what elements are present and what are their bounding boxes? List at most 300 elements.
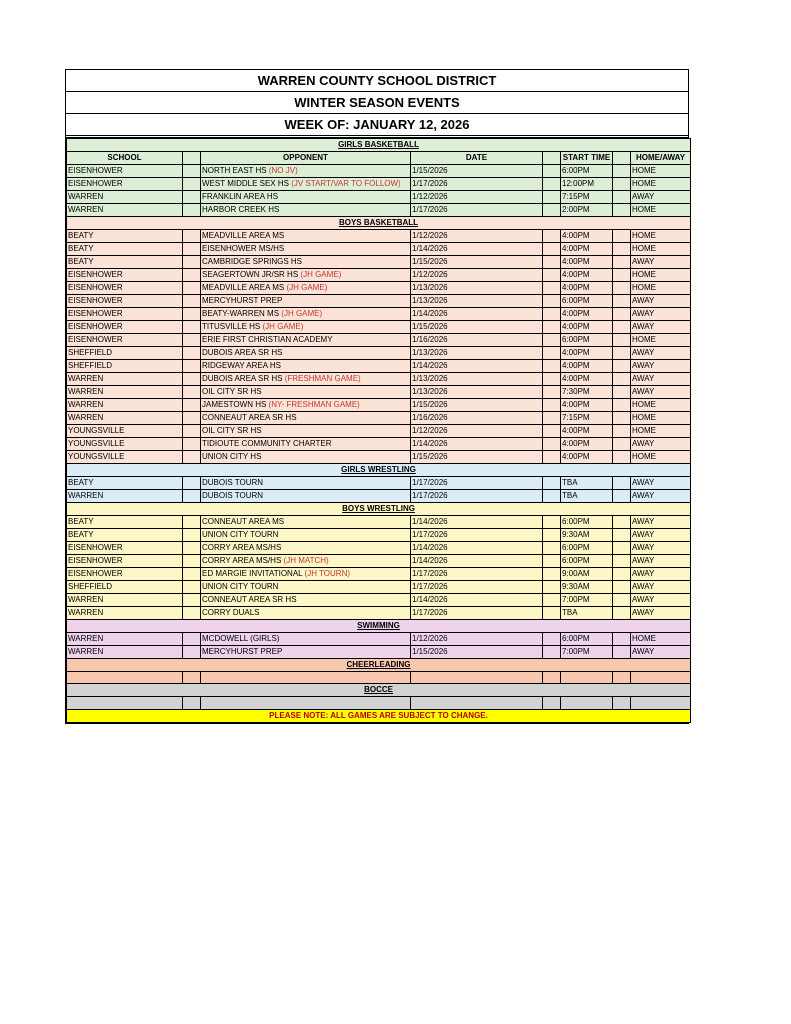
home-away-cell: HOME	[631, 165, 691, 178]
table-row	[67, 581, 691, 594]
home-away-cell: AWAY	[631, 295, 691, 308]
spacer-cell	[613, 282, 631, 295]
school-cell: EISENHOWER	[67, 308, 183, 321]
table-row	[67, 672, 691, 684]
spacer-cell	[543, 607, 561, 620]
school-cell: WARREN	[67, 399, 183, 412]
column-header-row	[67, 152, 691, 165]
section-header-row	[67, 503, 691, 516]
table-row	[67, 438, 691, 451]
spacer-cell	[543, 438, 561, 451]
table-row	[67, 165, 691, 178]
spacer-cell	[183, 243, 201, 256]
spacer-cell	[183, 581, 201, 594]
start-time-cell	[561, 672, 613, 684]
start-time-cell: 6:00PM	[561, 633, 613, 646]
opponent-cell: JAMESTOWN HS (NY- FRESHMAN GAME)	[201, 399, 411, 412]
opponent-cell: SEAGERTOWN JR/SR HS (JH GAME)	[201, 269, 411, 282]
section-header-row	[67, 139, 691, 152]
section-title: GIRLS WRESTLING	[67, 464, 691, 477]
home-away-cell	[631, 697, 691, 709]
start-time-cell	[561, 697, 613, 709]
table-row	[67, 360, 691, 373]
spacer-cell	[613, 516, 631, 529]
spacer-cell	[183, 425, 201, 438]
event-note: (JH GAME)	[262, 322, 304, 331]
start-time-cell: 6:00PM	[561, 555, 613, 568]
school-cell: WARREN	[67, 386, 183, 399]
col-gap-3	[613, 152, 631, 165]
date-cell: 1/17/2026	[411, 607, 543, 620]
home-away-cell: AWAY	[631, 308, 691, 321]
home-away-cell: HOME	[631, 451, 691, 464]
spacer-cell	[613, 697, 631, 709]
home-away-cell: AWAY	[631, 490, 691, 503]
opponent-cell: OIL CITY SR HS	[201, 425, 411, 438]
col-school: SCHOOL	[67, 152, 183, 165]
opponent-cell: CORRY DUALS	[201, 607, 411, 620]
spacer-cell	[543, 542, 561, 555]
home-away-cell: AWAY	[631, 594, 691, 607]
table-row	[67, 321, 691, 334]
table-row	[67, 204, 691, 217]
spacer-cell	[183, 256, 201, 269]
home-away-cell: HOME	[631, 412, 691, 425]
table-row	[67, 477, 691, 490]
spacer-cell	[613, 321, 631, 334]
date-cell	[411, 697, 543, 709]
spacer-cell	[543, 477, 561, 490]
table-row	[67, 347, 691, 360]
start-time-cell: 4:00PM	[561, 438, 613, 451]
opponent-cell: TITUSVILLE HS (JH GAME)	[201, 321, 411, 334]
home-away-cell: AWAY	[631, 256, 691, 269]
start-time-cell: 4:00PM	[561, 256, 613, 269]
school-cell	[67, 697, 183, 709]
date-cell: 1/17/2026	[411, 204, 543, 217]
spacer-cell	[613, 555, 631, 568]
opponent-cell: MCDOWELL (GIRLS)	[201, 633, 411, 646]
spacer-cell	[543, 373, 561, 386]
spacer-cell	[613, 165, 631, 178]
start-time-cell: 6:00PM	[561, 516, 613, 529]
spacer-cell	[543, 568, 561, 581]
opponent-cell: MERCYHURST PREP	[201, 646, 411, 659]
start-time-cell: 4:00PM	[561, 347, 613, 360]
spacer-cell	[543, 165, 561, 178]
school-cell: YOUNGSVILLE	[67, 451, 183, 464]
opponent-cell: MEADVILLE AREA MS	[201, 230, 411, 243]
col-gap-1	[183, 152, 201, 165]
date-cell: 1/15/2026	[411, 165, 543, 178]
school-cell: WARREN	[67, 373, 183, 386]
schedule-sheet	[65, 69, 689, 724]
date-cell: 1/14/2026	[411, 243, 543, 256]
spacer-cell	[613, 438, 631, 451]
spacer-cell	[543, 347, 561, 360]
date-cell: 1/17/2026	[411, 568, 543, 581]
section-header-row	[67, 464, 691, 477]
spacer-cell	[543, 230, 561, 243]
start-time-cell: TBA	[561, 477, 613, 490]
table-row	[67, 490, 691, 503]
spacer-cell	[543, 412, 561, 425]
start-time-cell: 4:00PM	[561, 243, 613, 256]
spacer-cell	[613, 256, 631, 269]
home-away-cell: AWAY	[631, 373, 691, 386]
date-cell: 1/13/2026	[411, 282, 543, 295]
date-cell: 1/14/2026	[411, 555, 543, 568]
opponent-cell: OIL CITY SR HS	[201, 386, 411, 399]
home-away-cell: AWAY	[631, 646, 691, 659]
table-row	[67, 178, 691, 191]
spacer-cell	[613, 230, 631, 243]
spacer-cell	[183, 646, 201, 659]
date-cell: 1/13/2026	[411, 386, 543, 399]
opponent-cell: CAMBRIDGE SPRINGS HS	[201, 256, 411, 269]
spacer-cell	[613, 594, 631, 607]
table-row	[67, 256, 691, 269]
table-row	[67, 386, 691, 399]
table-row	[67, 425, 691, 438]
spacer-cell	[543, 360, 561, 373]
table-row	[67, 334, 691, 347]
start-time-cell: 4:00PM	[561, 360, 613, 373]
start-time-cell: 4:00PM	[561, 321, 613, 334]
date-cell: 1/15/2026	[411, 451, 543, 464]
table-row	[67, 191, 691, 204]
spacer-cell	[183, 230, 201, 243]
spacer-cell	[613, 477, 631, 490]
school-cell: WARREN	[67, 594, 183, 607]
spacer-cell	[183, 360, 201, 373]
start-time-cell: 4:00PM	[561, 425, 613, 438]
spacer-cell	[543, 490, 561, 503]
school-cell: YOUNGSVILLE	[67, 438, 183, 451]
spacer-cell	[543, 308, 561, 321]
start-time-cell: 6:00PM	[561, 295, 613, 308]
school-cell: WARREN	[67, 204, 183, 217]
opponent-cell: HARBOR CREEK HS	[201, 204, 411, 217]
start-time-cell: 7:15PM	[561, 191, 613, 204]
col-home-away: HOME/AWAY	[631, 152, 691, 165]
date-cell: 1/12/2026	[411, 633, 543, 646]
section-header-row	[67, 659, 691, 672]
spacer-cell	[543, 581, 561, 594]
spacer-cell	[543, 386, 561, 399]
week-title: WEEK OF: JANUARY 12, 2026	[66, 114, 688, 138]
table-row	[67, 633, 691, 646]
school-cell: WARREN	[67, 633, 183, 646]
spacer-cell	[613, 529, 631, 542]
date-cell: 1/13/2026	[411, 295, 543, 308]
spacer-cell	[613, 568, 631, 581]
start-time-cell: TBA	[561, 490, 613, 503]
spacer-cell	[543, 672, 561, 684]
school-cell: EISENHOWER	[67, 282, 183, 295]
date-cell: 1/14/2026	[411, 308, 543, 321]
spacer-cell	[183, 568, 201, 581]
table-row	[67, 607, 691, 620]
home-away-cell: AWAY	[631, 516, 691, 529]
table-row	[67, 282, 691, 295]
event-note: (FRESHMAN GAME)	[284, 374, 361, 383]
date-cell: 1/16/2026	[411, 412, 543, 425]
spacer-cell	[543, 282, 561, 295]
spacer-cell	[183, 451, 201, 464]
spacer-cell	[183, 697, 201, 709]
spacer-cell	[183, 269, 201, 282]
home-away-cell: HOME	[631, 269, 691, 282]
spacer-cell	[613, 308, 631, 321]
spacer-cell	[543, 594, 561, 607]
spacer-cell	[183, 438, 201, 451]
date-cell: 1/14/2026	[411, 438, 543, 451]
start-time-cell: 7:00PM	[561, 594, 613, 607]
start-time-cell: TBA	[561, 607, 613, 620]
school-cell: EISENHOWER	[67, 295, 183, 308]
school-cell: WARREN	[67, 607, 183, 620]
school-cell: EISENHOWER	[67, 334, 183, 347]
section-title: BOCCE	[67, 684, 691, 697]
opponent-cell: NORTH EAST HS (NO JV)	[201, 165, 411, 178]
school-cell: WARREN	[67, 191, 183, 204]
date-cell: 1/17/2026	[411, 178, 543, 191]
spacer-cell	[613, 646, 631, 659]
spacer-cell	[613, 347, 631, 360]
table-row	[67, 412, 691, 425]
spacer-cell	[543, 646, 561, 659]
school-cell	[67, 672, 183, 684]
footer-row	[67, 709, 691, 722]
spacer-cell	[613, 269, 631, 282]
spacer-cell	[543, 178, 561, 191]
spacer-cell	[183, 633, 201, 646]
section-title: GIRLS BASKETBALL	[67, 139, 691, 152]
date-cell: 1/14/2026	[411, 594, 543, 607]
spacer-cell	[183, 295, 201, 308]
spacer-cell	[183, 412, 201, 425]
spacer-cell	[543, 399, 561, 412]
table-row	[67, 243, 691, 256]
start-time-cell: 2:00PM	[561, 204, 613, 217]
date-cell: 1/12/2026	[411, 191, 543, 204]
table-row	[67, 451, 691, 464]
events-table	[66, 138, 691, 723]
opponent-cell: ED MARGIE INVITATIONAL (JH TOURN)	[201, 568, 411, 581]
table-row	[67, 697, 691, 709]
spacer-cell	[543, 321, 561, 334]
home-away-cell: AWAY	[631, 477, 691, 490]
table-row	[67, 269, 691, 282]
home-away-cell: AWAY	[631, 529, 691, 542]
opponent-cell: EISENHOWER MS/HS	[201, 243, 411, 256]
section-title: CHEERLEADING	[67, 659, 691, 672]
spacer-cell	[543, 529, 561, 542]
home-away-cell: AWAY	[631, 360, 691, 373]
spacer-cell	[183, 165, 201, 178]
section-title: BOYS BASKETBALL	[67, 217, 691, 230]
section-header-row	[67, 217, 691, 230]
spacer-cell	[183, 191, 201, 204]
spacer-cell	[543, 697, 561, 709]
spacer-cell	[183, 555, 201, 568]
opponent-cell: MERCYHURST PREP	[201, 295, 411, 308]
disclaimer-note: PLEASE NOTE: ALL GAMES ARE SUBJECT TO CHANGE.	[67, 709, 691, 722]
spacer-cell	[613, 581, 631, 594]
opponent-cell: DUBOIS AREA SR HS	[201, 347, 411, 360]
opponent-cell: CORRY AREA MS/HS (JH MATCH)	[201, 555, 411, 568]
date-cell: 1/15/2026	[411, 399, 543, 412]
opponent-cell: ERIE FIRST CHRISTIAN ACADEMY	[201, 334, 411, 347]
spacer-cell	[613, 243, 631, 256]
school-cell: WARREN	[67, 490, 183, 503]
section-header-row	[67, 684, 691, 697]
spacer-cell	[613, 633, 631, 646]
opponent-cell: TIDIOUTE COMMUNITY CHARTER	[201, 438, 411, 451]
event-note: (NO JV)	[268, 166, 298, 175]
start-time-cell: 7:30PM	[561, 386, 613, 399]
spacer-cell	[543, 516, 561, 529]
spacer-cell	[183, 347, 201, 360]
spacer-cell	[613, 360, 631, 373]
spacer-cell	[613, 399, 631, 412]
spacer-cell	[613, 334, 631, 347]
opponent-cell: MEADVILLE AREA MS (JH GAME)	[201, 282, 411, 295]
home-away-cell: AWAY	[631, 438, 691, 451]
opponent-cell: FRANKLIN AREA HS	[201, 191, 411, 204]
school-cell: EISENHOWER	[67, 555, 183, 568]
school-cell: WARREN	[67, 412, 183, 425]
spacer-cell	[613, 178, 631, 191]
spacer-cell	[183, 477, 201, 490]
home-away-cell	[631, 672, 691, 684]
opponent-cell: BEATY-WARREN MS (JH GAME)	[201, 308, 411, 321]
school-cell: SHEFFIELD	[67, 360, 183, 373]
section-title: SWIMMING	[67, 620, 691, 633]
home-away-cell: HOME	[631, 243, 691, 256]
event-note: (JH GAME)	[300, 270, 342, 279]
home-away-cell: AWAY	[631, 542, 691, 555]
opponent-cell: DUBOIS AREA SR HS (FRESHMAN GAME)	[201, 373, 411, 386]
date-cell: 1/15/2026	[411, 646, 543, 659]
opponent-cell: UNION CITY TOURN	[201, 581, 411, 594]
school-cell: EISENHOWER	[67, 542, 183, 555]
home-away-cell: AWAY	[631, 568, 691, 581]
date-cell: 1/15/2026	[411, 256, 543, 269]
start-time-cell: 9:30AM	[561, 529, 613, 542]
spacer-cell	[543, 334, 561, 347]
school-cell: YOUNGSVILLE	[67, 425, 183, 438]
spacer-cell	[183, 529, 201, 542]
start-time-cell: 4:00PM	[561, 399, 613, 412]
table-row	[67, 568, 691, 581]
spacer-cell	[183, 321, 201, 334]
section-header-row	[67, 620, 691, 633]
event-note: (JH GAME)	[286, 283, 328, 292]
opponent-cell: RIDGEWAY AREA HS	[201, 360, 411, 373]
home-away-cell: AWAY	[631, 386, 691, 399]
start-time-cell: 9:00AM	[561, 568, 613, 581]
home-away-cell: HOME	[631, 425, 691, 438]
spacer-cell	[613, 191, 631, 204]
table-row	[67, 646, 691, 659]
event-note: (JV START/VAR TO FOLLOW)	[291, 179, 401, 188]
home-away-cell: AWAY	[631, 555, 691, 568]
spacer-cell	[613, 451, 631, 464]
school-cell: BEATY	[67, 516, 183, 529]
date-cell: 1/17/2026	[411, 490, 543, 503]
start-time-cell: 7:15PM	[561, 412, 613, 425]
spacer-cell	[613, 607, 631, 620]
table-row	[67, 542, 691, 555]
table-row	[67, 594, 691, 607]
home-away-cell: HOME	[631, 633, 691, 646]
spacer-cell	[613, 425, 631, 438]
date-cell: 1/13/2026	[411, 373, 543, 386]
start-time-cell: 4:00PM	[561, 308, 613, 321]
spacer-cell	[183, 594, 201, 607]
spacer-cell	[543, 451, 561, 464]
district-title: WARREN COUNTY SCHOOL DISTRICT	[66, 70, 688, 92]
spacer-cell	[543, 295, 561, 308]
spacer-cell	[183, 516, 201, 529]
school-cell: EISENHOWER	[67, 269, 183, 282]
spacer-cell	[183, 399, 201, 412]
school-cell: BEATY	[67, 230, 183, 243]
school-cell: BEATY	[67, 256, 183, 269]
spacer-cell	[183, 490, 201, 503]
spacer-cell	[183, 204, 201, 217]
home-away-cell: AWAY	[631, 607, 691, 620]
spacer-cell	[183, 373, 201, 386]
table-row	[67, 308, 691, 321]
spacer-cell	[613, 490, 631, 503]
event-note: (JH MATCH)	[283, 556, 329, 565]
date-cell: 1/17/2026	[411, 529, 543, 542]
spacer-cell	[543, 555, 561, 568]
col-opponent: OPPONENT	[201, 152, 411, 165]
spacer-cell	[183, 334, 201, 347]
spacer-cell	[613, 373, 631, 386]
home-away-cell: HOME	[631, 399, 691, 412]
opponent-cell: DUBOIS TOURN	[201, 490, 411, 503]
date-cell: 1/12/2026	[411, 230, 543, 243]
school-cell: EISENHOWER	[67, 321, 183, 334]
opponent-cell: CORRY AREA MS/HS	[201, 542, 411, 555]
opponent-cell: WEST MIDDLE SEX HS (JV START/VAR TO FOLLOW)	[201, 178, 411, 191]
home-away-cell: HOME	[631, 178, 691, 191]
start-time-cell: 4:00PM	[561, 230, 613, 243]
home-away-cell: HOME	[631, 230, 691, 243]
table-row	[67, 399, 691, 412]
date-cell: 1/12/2026	[411, 269, 543, 282]
table-row	[67, 529, 691, 542]
opponent-cell: UNION CITY HS	[201, 451, 411, 464]
school-cell: EISENHOWER	[67, 568, 183, 581]
spacer-cell	[543, 256, 561, 269]
date-cell	[411, 672, 543, 684]
home-away-cell: HOME	[631, 204, 691, 217]
spacer-cell	[183, 282, 201, 295]
date-cell: 1/14/2026	[411, 542, 543, 555]
col-start-time: START TIME	[561, 152, 613, 165]
spacer-cell	[183, 542, 201, 555]
start-time-cell: 6:00PM	[561, 334, 613, 347]
date-cell: 1/13/2026	[411, 347, 543, 360]
opponent-cell	[201, 672, 411, 684]
opponent-cell: CONNEAUT AREA SR HS	[201, 412, 411, 425]
